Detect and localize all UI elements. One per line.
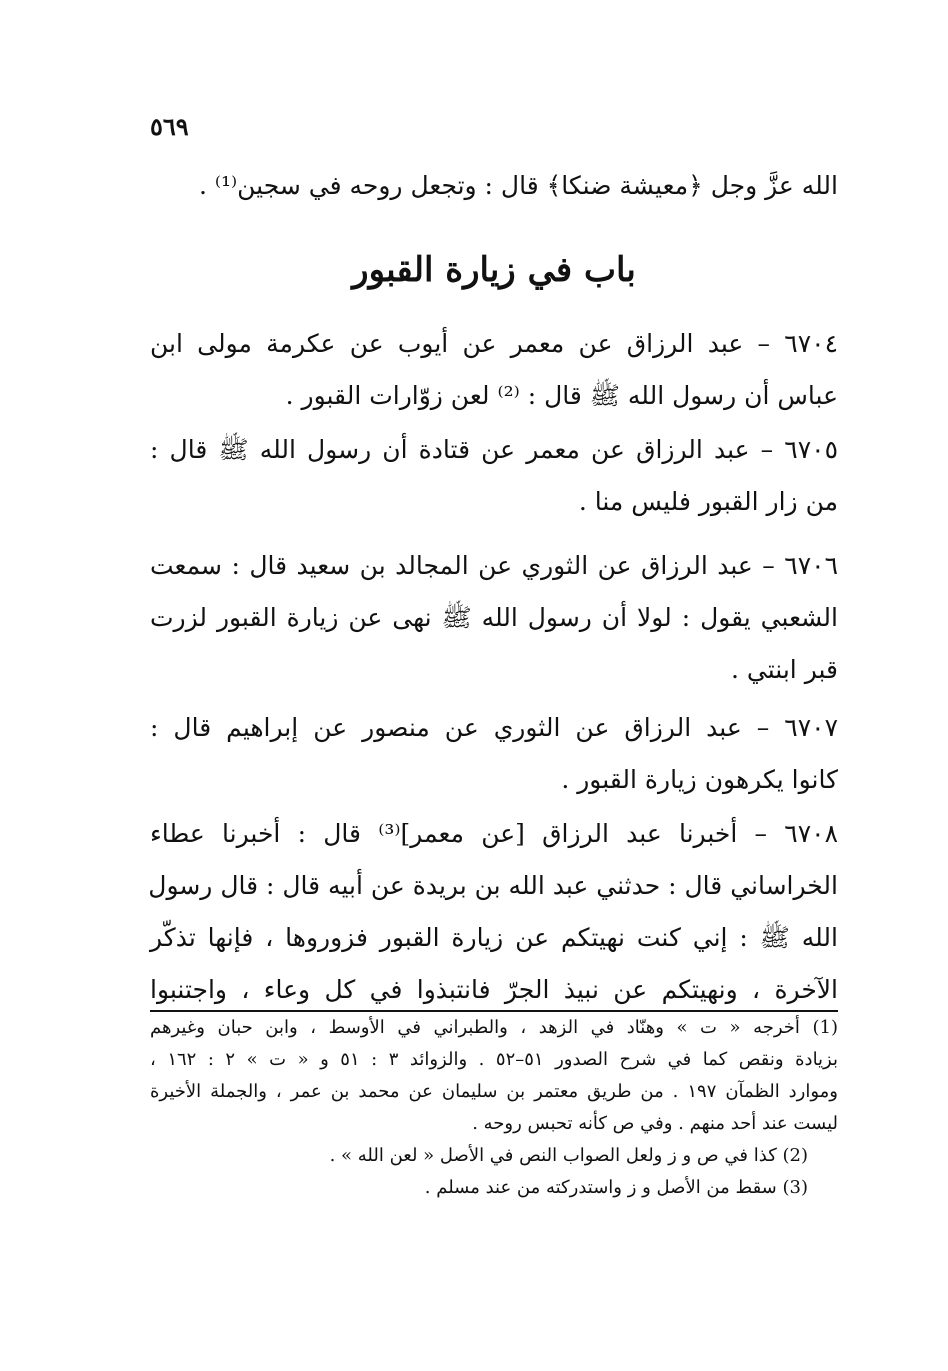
text-line: قبر ابنتي . bbox=[731, 655, 838, 684]
text-line: الشعبي يقول : لولا أن رسول الله ﷺ نهى عن زيارة القبور لزرت bbox=[150, 603, 838, 632]
hadith-entry-6704 bbox=[150, 318, 838, 422]
text-line: الخراساني قال : حدثني عبد الله بن بريدة عن أبيه قال : قال رسول bbox=[148, 871, 838, 900]
hadith-entry-6707 bbox=[150, 702, 838, 806]
footnote-line: ليست عند أحد منهم . وفي ص كأنه تحبس روحه . bbox=[472, 1113, 838, 1134]
footnote-line: بزيادة ونقص كما في شرح الصدور ٥١–٥٢ . والزوائد ٣ : ٥١ و « ت » ٢ : ١٦٢ ، bbox=[150, 1049, 839, 1070]
text-line: ٦٧٠٦ – عبد الرزاق عن الثوري عن المجالد بن سعيد قال : سمعت bbox=[150, 551, 838, 580]
footnote-2 bbox=[150, 1140, 838, 1172]
text-line: الآخرة ، ونهيتكم عن نبيذ الجرّ فانتبذوا في كل وعاء ، واجتنبوا bbox=[150, 975, 838, 1004]
footnotes bbox=[150, 1012, 838, 1204]
text-line: ٦٧٠٧ – عبد الرزاق عن الثوري عن منصور عن إبراهيم قال : bbox=[150, 713, 838, 742]
text-line: عباس أن رسول الله ﷺ قال : ⁽²⁾ لعن زوّارات القبور . bbox=[285, 381, 838, 410]
intro-paragraph bbox=[150, 160, 838, 212]
text-line: كانوا يكرهون زيارة القبور . bbox=[561, 765, 838, 794]
text-line: ٦٧٠٥ – عبد الرزاق عن معمر عن قتادة أن رسول الله ﷺ قال : bbox=[150, 435, 838, 464]
footnote-line: (3) سقط من الأصل و ز واستدركته من عند مسلم . bbox=[424, 1177, 808, 1198]
footnote-line: وموارد الظمآن ١٩٧ . من طريق معتمر بن سليمان عن محمد بن عمر ، والجملة الأخيرة bbox=[150, 1081, 838, 1102]
hadith-entry-6706 bbox=[150, 540, 838, 696]
page-number: ٥٦٩ bbox=[150, 112, 189, 141]
footnote-line: (2) كذا في ص و ز ولعل الصواب النص في الأصل « لعن الله » . bbox=[329, 1145, 808, 1166]
chapter-title: باب في زيارة القبور bbox=[352, 250, 636, 290]
text-line: من زار القبور فليس منا . bbox=[578, 487, 838, 516]
text-line: الله عزَّ وجل ﴿معيشة ضنكا﴾ قال : وتجعل روحه في سجين⁽¹⁾ . bbox=[198, 171, 838, 200]
footnote-3 bbox=[150, 1172, 838, 1204]
footnote-1 bbox=[150, 1012, 838, 1140]
text-line: ٦٧٠٨ – أخبرنا عبد الرزاق [عن معمر]⁽³⁾ قال : أخبرنا عطاء bbox=[150, 819, 838, 848]
hadith-entry-6705 bbox=[150, 424, 838, 528]
text-line: ٦٧٠٤ – عبد الرزاق عن معمر عن أيوب عن عكرمة مولى ابن bbox=[150, 329, 838, 358]
text-line: الله ﷺ : إني كنت نهيتكم عن زيارة القبور فزوروها ، فإنها تذكّر bbox=[150, 923, 838, 952]
hadith-entry-6708 bbox=[150, 808, 838, 1016]
footnote-line: (1) أخرجه « ت » وهنّاد في الزهد ، والطبراني في الأوسط ، وابن حبان وغيرهم bbox=[150, 1017, 838, 1038]
